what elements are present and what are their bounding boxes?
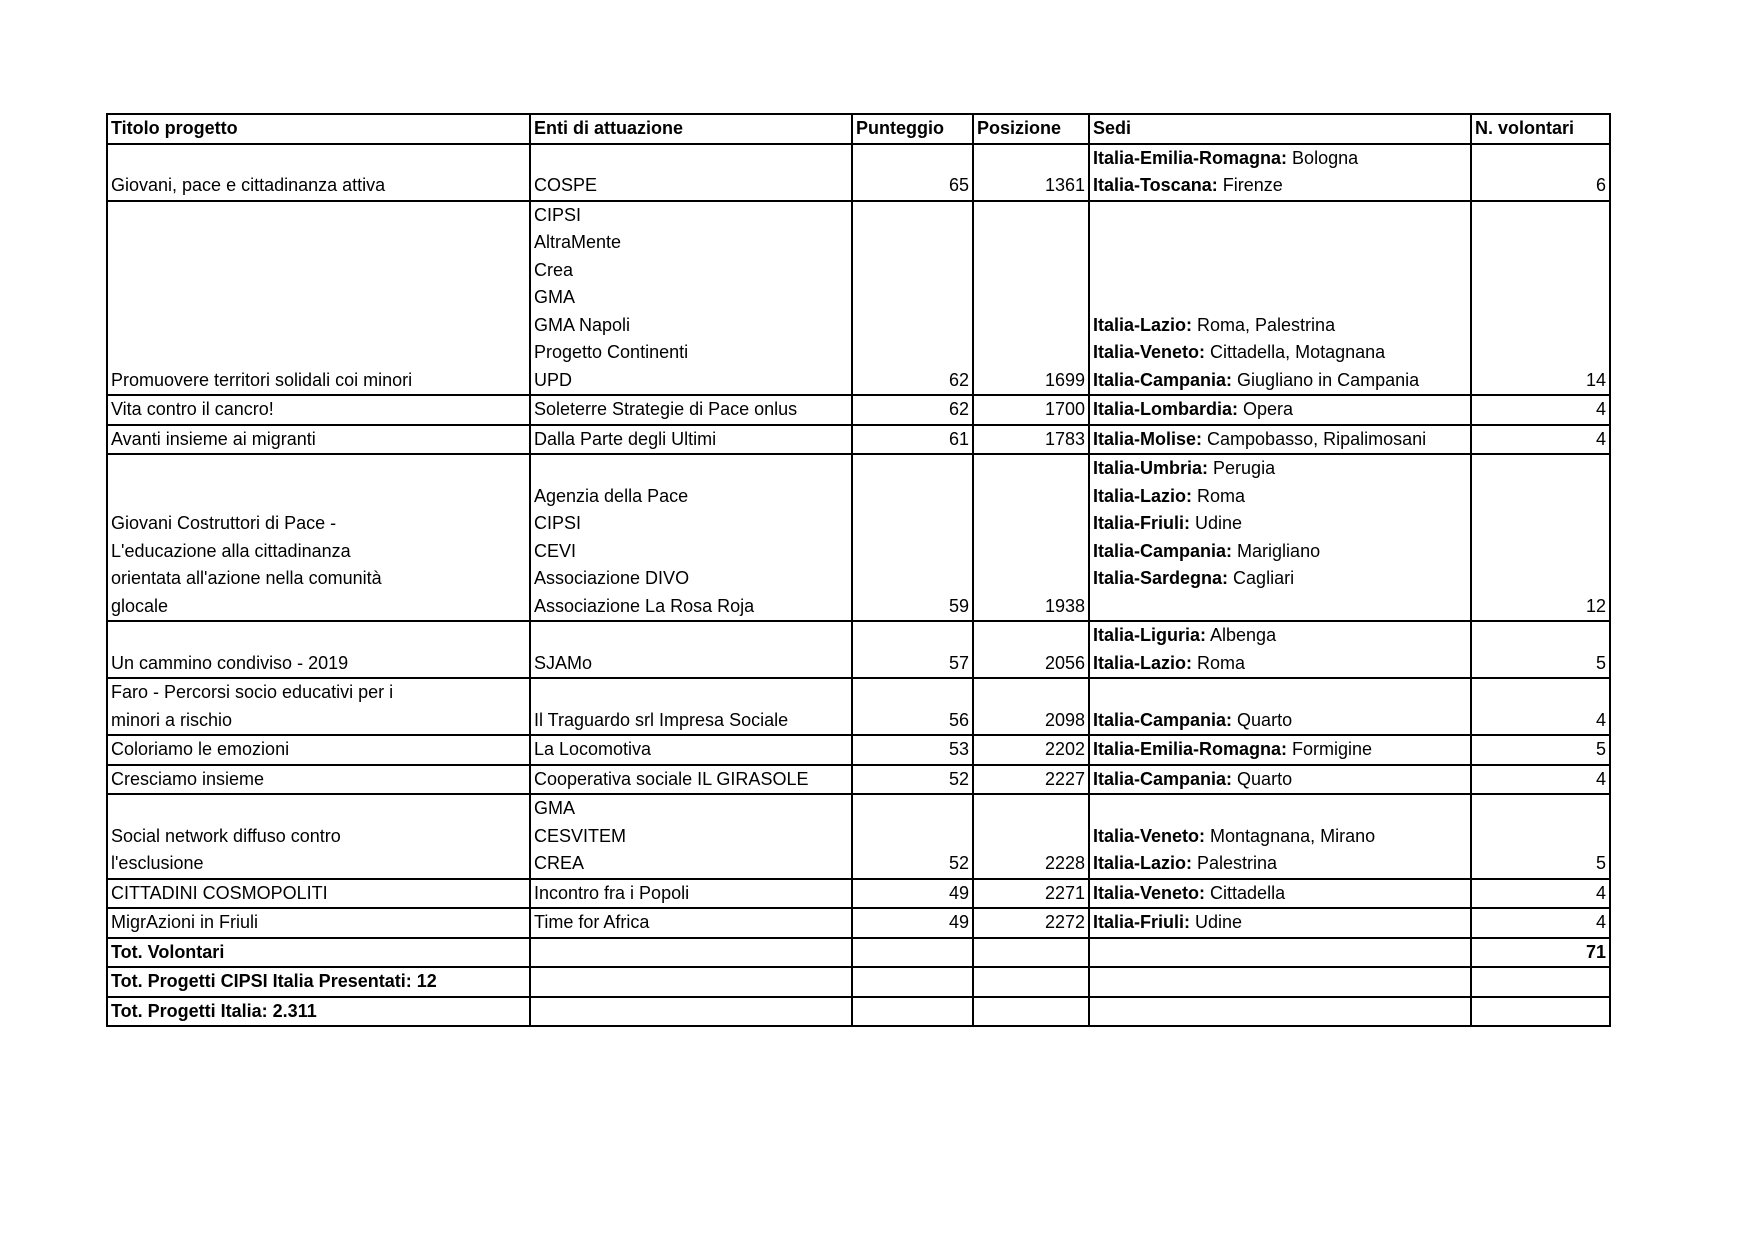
cell-posizione: 1700 xyxy=(973,395,1089,425)
sede-line xyxy=(1093,455,1467,483)
table-row xyxy=(107,144,1610,201)
cell-enti xyxy=(530,395,852,425)
sede-places: Quarto xyxy=(1232,768,1293,789)
cell-enti-line: AltraMente xyxy=(534,232,622,252)
cell-enti-line: Crea xyxy=(534,259,574,280)
table-body xyxy=(107,144,1610,938)
cell-enti-line: Il Traguardo srl Impresa Sociale xyxy=(534,709,789,730)
totals-body xyxy=(107,938,1610,1027)
total-label: Tot. Progetti CIPSI Italia Presentati: 12 xyxy=(107,967,530,997)
cell-posizione: 2271 xyxy=(973,879,1089,909)
header-posizione: Posizione xyxy=(973,114,1089,144)
cell-titolo xyxy=(107,454,530,621)
cell-enti-line: SJAMo xyxy=(534,652,593,673)
cell-enti-line: GMA Napoli xyxy=(534,314,631,335)
cell-titolo-line: Social network diffuso contro xyxy=(111,825,341,846)
sede-places: Campobasso, Ripalimosani xyxy=(1202,428,1427,449)
cell-posizione: 2227 xyxy=(973,765,1089,795)
cell-enti-line: UPD xyxy=(534,369,573,390)
cell-titolo-line: Avanti insieme ai migranti xyxy=(111,428,316,449)
table-row xyxy=(107,201,1610,396)
totals-row xyxy=(107,967,1610,997)
cell-titolo-line: Promuovere territori solidali coi minori xyxy=(111,369,413,390)
sede-line xyxy=(1093,367,1467,395)
cell-posizione: 2056 xyxy=(973,621,1089,678)
sede-line xyxy=(1093,650,1467,678)
sede-places: Formigine xyxy=(1287,739,1373,759)
total-empty-cell xyxy=(1089,967,1471,997)
cell-punteggio: 49 xyxy=(852,879,973,909)
cell-volontari: 4 xyxy=(1471,678,1610,735)
cell-titolo-line: Faro - Percorsi socio educativi per i xyxy=(111,682,394,702)
total-empty-cell xyxy=(852,967,973,997)
cell-enti-line: CIPSI xyxy=(534,513,582,533)
cell-volontari: 4 xyxy=(1471,765,1610,795)
total-empty-cell xyxy=(852,938,973,968)
sede-line xyxy=(1093,538,1467,566)
cell-titolo-line: L'educazione alla cittadinanza xyxy=(111,540,351,561)
sede-region: Italia-Sardegna: xyxy=(1093,568,1229,588)
sede-region: Italia-Emilia-Romagna: xyxy=(1093,739,1288,759)
header-enti: Enti di attuazione xyxy=(530,114,852,144)
cell-sedi xyxy=(1089,201,1471,396)
sede-places: Montagnana, Mirano xyxy=(1205,825,1376,846)
cell-punteggio: 59 xyxy=(852,454,973,621)
sede-places: Roma, Palestrina xyxy=(1192,314,1336,335)
sede-line xyxy=(1093,707,1467,735)
cell-enti-line: Dalla Parte degli Ultimi xyxy=(534,428,717,449)
cell-posizione: 1938 xyxy=(973,454,1089,621)
sede-region: Italia-Campania: xyxy=(1093,709,1233,730)
sede-region: Italia-Campania: xyxy=(1093,768,1233,789)
sede-line xyxy=(1093,766,1467,794)
cell-volontari: 5 xyxy=(1471,794,1610,879)
cell-titolo xyxy=(107,621,530,678)
cell-titolo-line: minori a rischio xyxy=(111,709,233,730)
table-row xyxy=(107,765,1610,795)
cell-posizione: 2202 xyxy=(973,735,1089,765)
cell-volontari: 4 xyxy=(1471,879,1610,909)
sede-line xyxy=(1093,823,1467,851)
cell-enti xyxy=(530,144,852,201)
sede-places: Roma xyxy=(1192,485,1246,506)
table-row xyxy=(107,621,1610,678)
sede-region: Italia-Lazio: xyxy=(1093,314,1193,335)
sede-region: Italia-Toscana: xyxy=(1093,175,1218,195)
cell-sedi xyxy=(1089,144,1471,201)
sede-region: Italia-Campania: xyxy=(1093,369,1233,390)
sede-places: Marigliano xyxy=(1232,540,1321,561)
sede-places: Udine xyxy=(1190,513,1243,533)
cell-posizione: 1783 xyxy=(973,425,1089,455)
sede-region: Italia-Emilia-Romagna: xyxy=(1093,147,1288,168)
sede-region: Italia-Veneto: xyxy=(1093,825,1206,846)
cell-titolo-line: Vita contro il cancro! xyxy=(111,399,274,419)
sede-line xyxy=(1093,593,1467,621)
sede-places: Giugliano in Campania xyxy=(1232,369,1420,390)
sede-line xyxy=(1093,736,1467,764)
cell-punteggio: 56 xyxy=(852,678,973,735)
sede-region: Italia-Lazio: xyxy=(1093,652,1193,673)
cell-sedi xyxy=(1089,454,1471,621)
cell-volontari: 4 xyxy=(1471,395,1610,425)
sede-region: Italia-Veneto: xyxy=(1093,882,1206,903)
cell-punteggio: 65 xyxy=(852,144,973,201)
sede-places: Udine xyxy=(1190,912,1243,932)
cell-enti-line: Time for Africa xyxy=(534,912,650,932)
cell-titolo xyxy=(107,765,530,795)
total-empty-cell xyxy=(973,997,1089,1027)
cell-sedi xyxy=(1089,425,1471,455)
cell-enti-line: GMA xyxy=(534,287,576,307)
sede-region: Italia-Lazio: xyxy=(1093,853,1193,873)
cell-enti xyxy=(530,425,852,455)
sede-places: Albenga xyxy=(1206,625,1277,645)
cell-titolo-line: glocale xyxy=(111,595,169,616)
cell-enti-line: Incontro fra i Popoli xyxy=(534,882,690,903)
sede-line xyxy=(1093,880,1467,908)
sede-region: Italia-Liguria: xyxy=(1093,625,1207,645)
cell-punteggio: 49 xyxy=(852,908,973,938)
sede-line xyxy=(1093,565,1467,593)
sede-line xyxy=(1093,510,1467,538)
cell-enti-line: La Locomotiva xyxy=(534,739,652,759)
sede-line xyxy=(1093,145,1467,173)
table-row xyxy=(107,908,1610,938)
header-row xyxy=(107,114,1610,144)
sede-line xyxy=(1093,622,1467,650)
sede-places: Cagliari xyxy=(1228,568,1295,588)
cell-sedi xyxy=(1089,621,1471,678)
sede-region: Italia-Campania: xyxy=(1093,540,1233,561)
cell-titolo xyxy=(107,908,530,938)
cell-volontari: 12 xyxy=(1471,454,1610,621)
cell-enti xyxy=(530,621,852,678)
sede-line xyxy=(1093,483,1467,511)
cell-volontari: 5 xyxy=(1471,735,1610,765)
total-value xyxy=(1471,997,1610,1027)
table-row xyxy=(107,454,1610,621)
cell-punteggio: 62 xyxy=(852,395,973,425)
sede-region: Italia-Veneto: xyxy=(1093,342,1206,362)
cell-enti xyxy=(530,201,852,396)
cell-punteggio: 52 xyxy=(852,794,973,879)
sede-places: Cittadella, Motagnana xyxy=(1205,342,1386,362)
header-volontari: N. volontari xyxy=(1471,114,1610,144)
table-row xyxy=(107,735,1610,765)
cell-enti xyxy=(530,454,852,621)
header-titolo: Titolo progetto xyxy=(107,114,530,144)
sede-line xyxy=(1093,909,1467,937)
cell-titolo xyxy=(107,794,530,879)
table-row xyxy=(107,425,1610,455)
cell-sedi xyxy=(1089,678,1471,735)
cell-enti-line: GMA xyxy=(534,798,576,818)
cell-posizione: 2228 xyxy=(973,794,1089,879)
cell-titolo xyxy=(107,678,530,735)
totals-row xyxy=(107,997,1610,1027)
sede-places: Cittadella xyxy=(1205,882,1286,903)
cell-enti-line: Agenzia della Pace xyxy=(534,485,689,506)
cell-posizione: 2272 xyxy=(973,908,1089,938)
cell-titolo xyxy=(107,144,530,201)
cell-sedi xyxy=(1089,735,1471,765)
total-label: Tot. Progetti Italia: 2.311 xyxy=(107,997,530,1027)
cell-enti-line: Associazione La Rosa Roja xyxy=(534,595,755,616)
total-empty-cell xyxy=(1089,997,1471,1027)
cell-enti xyxy=(530,765,852,795)
total-label: Tot. Volontari xyxy=(107,938,530,968)
cell-titolo-line: Giovani, pace e cittadinanza attiva xyxy=(111,175,386,195)
sede-region: Italia-Umbria: xyxy=(1093,458,1209,478)
sede-places: Firenze xyxy=(1217,175,1283,195)
projects-table xyxy=(106,113,1611,1027)
sede-places: Palestrina xyxy=(1192,853,1278,873)
cell-volontari: 5 xyxy=(1471,621,1610,678)
cell-sedi xyxy=(1089,765,1471,795)
header-sedi: Sedi xyxy=(1089,114,1471,144)
cell-enti-line: CESVITEM xyxy=(534,825,627,846)
cell-enti-line: Cooperativa sociale IL GIRASOLE xyxy=(534,768,809,789)
cell-titolo xyxy=(107,879,530,909)
cell-sedi xyxy=(1089,879,1471,909)
cell-titolo xyxy=(107,735,530,765)
table-row xyxy=(107,678,1610,735)
cell-volontari: 14 xyxy=(1471,201,1610,396)
cell-punteggio: 53 xyxy=(852,735,973,765)
total-empty-cell xyxy=(852,997,973,1027)
cell-titolo-line: Giovani Costruttori di Pace - xyxy=(111,513,337,533)
cell-enti xyxy=(530,735,852,765)
sede-places: Roma xyxy=(1192,652,1246,673)
sede-region: Italia-Lombardia: xyxy=(1093,399,1239,419)
header-punteggio: Punteggio xyxy=(852,114,973,144)
cell-punteggio: 62 xyxy=(852,201,973,396)
sede-line xyxy=(1093,172,1467,200)
cell-posizione: 1699 xyxy=(973,201,1089,396)
cell-enti-line: Associazione DIVO xyxy=(534,568,690,588)
cell-titolo xyxy=(107,201,530,396)
cell-titolo xyxy=(107,425,530,455)
total-empty-cell xyxy=(973,967,1089,997)
cell-posizione: 2098 xyxy=(973,678,1089,735)
sede-places: Bologna xyxy=(1287,147,1359,168)
cell-titolo-line: Cresciamo insieme xyxy=(111,768,265,789)
totals-row xyxy=(107,938,1610,968)
cell-enti-line: COSPE xyxy=(534,175,598,195)
cell-punteggio: 57 xyxy=(852,621,973,678)
cell-volontari: 4 xyxy=(1471,425,1610,455)
cell-sedi xyxy=(1089,908,1471,938)
cell-enti-line: Progetto Continenti xyxy=(534,342,689,362)
total-empty-cell xyxy=(1089,938,1471,968)
total-empty-cell xyxy=(530,967,852,997)
cell-enti xyxy=(530,879,852,909)
sede-places: Quarto xyxy=(1232,709,1293,730)
sede-places: Opera xyxy=(1238,399,1294,419)
cell-titolo-line: CITTADINI COSMOPOLITI xyxy=(111,882,328,903)
sede-region: Italia-Molise: xyxy=(1093,428,1203,449)
sede-line xyxy=(1093,339,1467,367)
sede-line xyxy=(1093,850,1467,878)
cell-volontari: 6 xyxy=(1471,144,1610,201)
sede-line xyxy=(1093,426,1467,454)
sede-region: Italia-Lazio: xyxy=(1093,485,1193,506)
total-value xyxy=(1471,967,1610,997)
cell-volontari: 4 xyxy=(1471,908,1610,938)
table-row xyxy=(107,794,1610,879)
cell-titolo xyxy=(107,395,530,425)
sede-places: Perugia xyxy=(1208,458,1276,478)
sede-region: Italia-Friuli: xyxy=(1093,513,1191,533)
total-empty-cell xyxy=(973,938,1089,968)
cell-sedi xyxy=(1089,395,1471,425)
cell-titolo-line: MigrAzioni in Friuli xyxy=(111,912,259,932)
cell-titolo-line: l'esclusione xyxy=(111,853,204,873)
total-value: 71 xyxy=(1471,938,1610,968)
cell-enti xyxy=(530,794,852,879)
cell-enti xyxy=(530,908,852,938)
cell-posizione: 1361 xyxy=(973,144,1089,201)
sede-region: Italia-Friuli: xyxy=(1093,912,1191,932)
cell-titolo-line: Coloriamo le emozioni xyxy=(111,739,290,759)
cell-punteggio: 52 xyxy=(852,765,973,795)
cell-titolo-line: Un cammino condiviso - 2019 xyxy=(111,652,349,673)
cell-titolo-line: orientata all'azione nella comunità xyxy=(111,568,382,588)
cell-enti xyxy=(530,678,852,735)
cell-sedi xyxy=(1089,794,1471,879)
table-row xyxy=(107,395,1610,425)
sede-line xyxy=(1093,312,1467,340)
cell-punteggio: 61 xyxy=(852,425,973,455)
total-empty-cell xyxy=(530,938,852,968)
cell-enti-line: CIPSI xyxy=(534,204,582,225)
cell-enti-line: Soleterre Strategie di Pace onlus xyxy=(534,399,798,419)
cell-enti-line: CREA xyxy=(534,853,585,873)
sede-line xyxy=(1093,396,1467,424)
cell-enti-line: CEVI xyxy=(534,540,577,561)
total-empty-cell xyxy=(530,997,852,1027)
table-row xyxy=(107,879,1610,909)
